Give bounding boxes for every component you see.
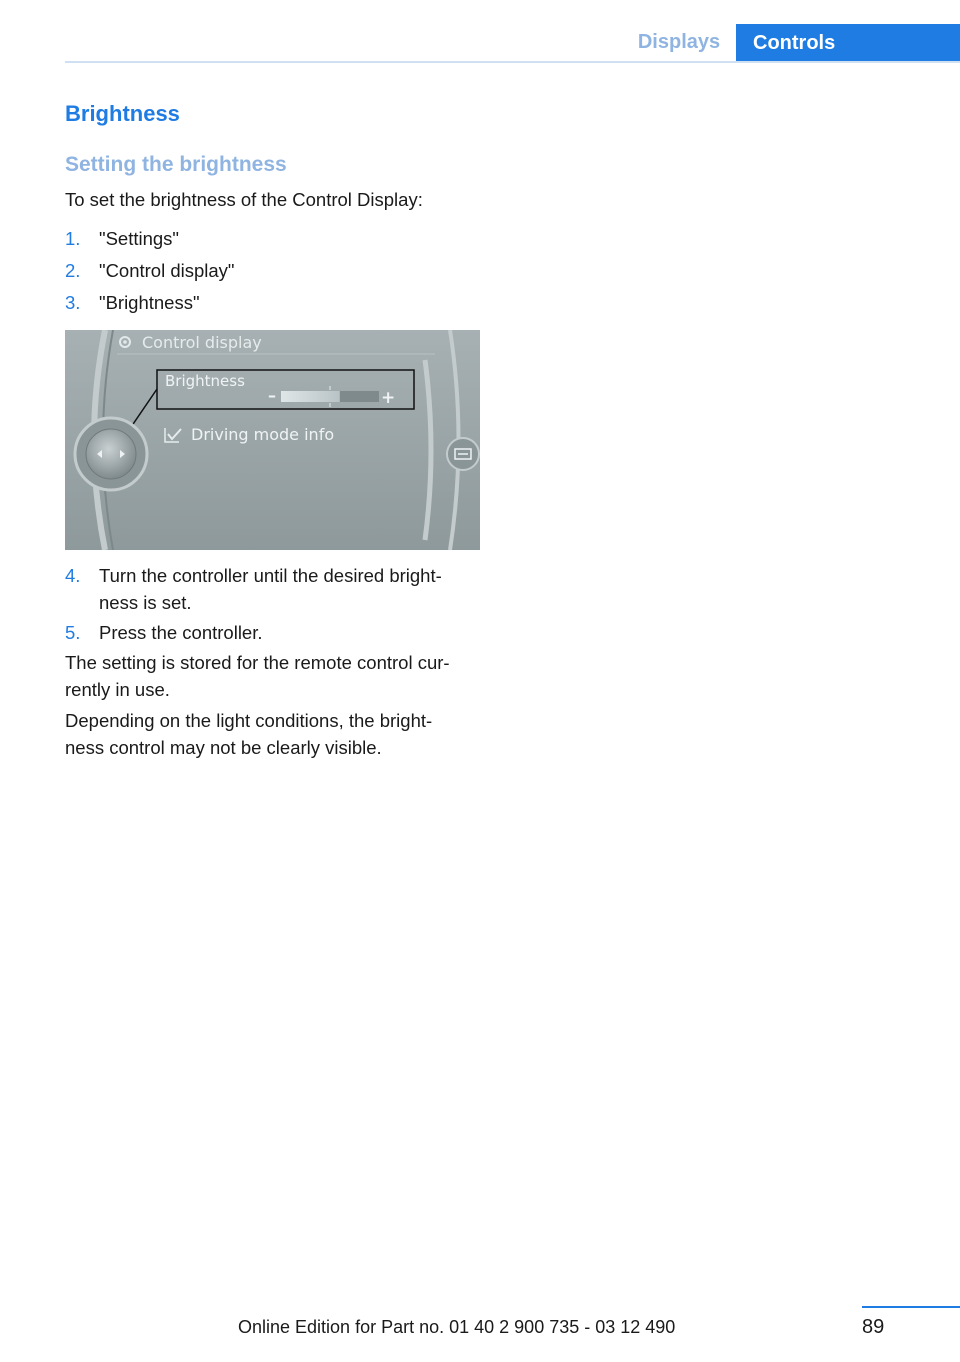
step-text: "Control display" xyxy=(99,260,235,281)
step-item xyxy=(65,562,485,616)
step-item xyxy=(65,619,485,646)
step-number: 5. xyxy=(65,622,81,643)
step-text: Press the controller. xyxy=(99,622,263,643)
step-item xyxy=(65,289,485,316)
edition-text: Online Edition for Part no. 01 40 2 900 735 - 03 12 490 xyxy=(238,1317,676,1337)
tab-displays[interactable]: Displays xyxy=(637,31,721,53)
paragraph-visibility: Depending on the light conditions, the bright- ness control may not be clearly visible. xyxy=(65,710,433,758)
step-text: "Brightness" xyxy=(99,292,200,313)
step-number: 4. xyxy=(65,565,81,586)
tab-controls[interactable]: Controls xyxy=(736,24,960,62)
step-item xyxy=(65,257,485,284)
intro-text: To set the brightness of the Control Display: xyxy=(65,189,423,210)
figure-item-brightness: Brightness xyxy=(165,372,245,390)
section-subtitle: Setting the brightness xyxy=(65,153,287,176)
footer-divider xyxy=(862,1306,960,1308)
step-number: 1. xyxy=(65,228,81,249)
minus-label: – xyxy=(268,386,276,405)
brightness-level-bar xyxy=(281,391,340,402)
step-text: Turn the controller until the desired bright- ness is set. xyxy=(99,565,442,613)
plus-label: + xyxy=(381,388,396,408)
header-divider xyxy=(65,61,960,63)
page-number: 89 xyxy=(862,1316,885,1338)
step-text: "Settings" xyxy=(99,228,179,249)
step-number: 3. xyxy=(65,292,81,313)
menu-button-icon xyxy=(447,438,479,470)
step-item xyxy=(65,225,485,252)
figure-item-driving: Driving mode info xyxy=(191,425,335,444)
figure-header: Control display xyxy=(142,333,262,352)
paragraph-storage: The setting is stored for the remote control cur- rently in use. xyxy=(65,652,450,700)
controller-knob-icon xyxy=(75,418,147,490)
step-number: 2. xyxy=(65,260,81,281)
control-display-figure xyxy=(65,330,480,550)
section-title: Brightness xyxy=(65,101,180,126)
